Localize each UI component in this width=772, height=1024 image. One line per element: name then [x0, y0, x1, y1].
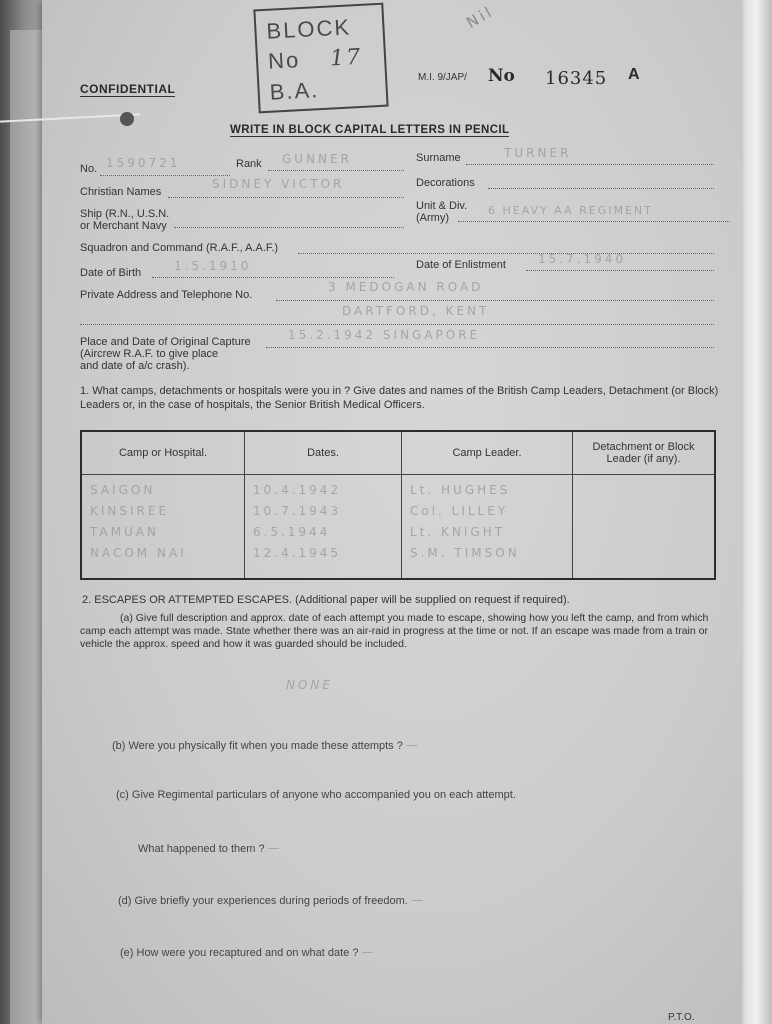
- enlistment-value: 15.7.1940: [538, 252, 627, 266]
- capture-label-line1: Place and Date of Original Capture: [80, 336, 251, 348]
- enlistment-label: Date of Enlistment: [416, 259, 506, 271]
- surname-label: Surname: [416, 152, 461, 164]
- ship-label-line1: Ship (R.N., U.S.N.: [80, 208, 170, 220]
- table-cell: 12.4.1945: [253, 546, 342, 560]
- pto-note: P.T.O.: [668, 1012, 695, 1023]
- table-cell: Col. LILLEY: [410, 504, 509, 518]
- table-cell: KINSIREE: [90, 504, 170, 518]
- confidential-label: CONFIDENTIAL: [80, 82, 176, 96]
- unit-value: 6 HEAVY AA REGIMENT: [488, 204, 653, 217]
- no-label: No.: [80, 163, 98, 175]
- surname-value: TURNER: [504, 146, 572, 160]
- section2-title: 2. ESCAPES OR ATTEMPTED ESCAPES. (Additional paper will be supplied on request if required).: [82, 594, 570, 606]
- dob-label: Date of Birth: [80, 267, 142, 279]
- address-label: Private Address and Telephone No.: [80, 289, 253, 301]
- table-row: [81, 475, 715, 580]
- rank-line: [268, 169, 404, 171]
- rank-value: GUNNER: [282, 152, 352, 166]
- camp-column: [81, 475, 245, 580]
- decorations-label: Decorations: [416, 177, 475, 189]
- table-cell: 10.7.1943: [253, 504, 342, 518]
- decorations-line: [488, 187, 714, 189]
- col-detachment-header: Detachment or Block Leader (if any).: [573, 431, 716, 475]
- address-value-2: DARTFORD, KENT: [342, 304, 490, 318]
- instruction-heading: WRITE IN BLOCK CAPITAL LETTERS IN PENCIL: [230, 124, 510, 136]
- col-dates-header: Dates.: [245, 431, 402, 475]
- form-sheet: [42, 0, 742, 1024]
- table-cell: Lt. HUGHES: [410, 483, 511, 497]
- dates-column: [245, 475, 402, 580]
- col-camp-header: Camp or Hospital.: [81, 431, 245, 475]
- question-2d: (d) Give briefly your experiences during periods of freedom. —: [118, 893, 423, 907]
- no-line: [100, 174, 230, 176]
- address-line-2: [80, 323, 714, 325]
- ship-line: [174, 226, 404, 228]
- address-line-1: [276, 299, 714, 301]
- handwritten-nil-note: Nil: [463, 2, 498, 32]
- christian-names-label: Christian Names: [80, 186, 162, 198]
- number-label: No: [488, 66, 515, 86]
- table-cell: 10.4.1942: [253, 483, 342, 497]
- capture-line: [266, 346, 714, 348]
- capture-label-line3: and date of a/c crash).: [80, 360, 190, 372]
- dob-line: [152, 276, 394, 278]
- question-2e: (e) How were you recaptured and on what date ? —: [120, 945, 374, 959]
- unit-line: [458, 220, 730, 222]
- capture-value: 15.2.1942 SINGAPORE: [288, 328, 481, 342]
- leader-column: [402, 475, 573, 580]
- treasury-tag-knot: [120, 112, 134, 126]
- capture-label-line2: (Aircrew R.A.F. to give place: [80, 348, 219, 360]
- table-cell: 6.5.1944: [253, 525, 331, 539]
- question-2b: (b) Were you physically fit when you made these attempts ? —: [112, 738, 418, 752]
- unit-label-line1: Unit & Div.: [416, 200, 468, 212]
- service-number-value: 1590721: [106, 156, 181, 170]
- enlistment-line: [526, 269, 714, 271]
- surname-line: [466, 163, 714, 165]
- question-2c: (c) Give Regimental particulars of anyone who accompanied you on each attempt.: [116, 789, 516, 801]
- table-cell: S.M. TIMSON: [410, 546, 520, 560]
- table-cell: SAIGON: [90, 483, 156, 497]
- ref-code: M.I. 9/JAP/: [418, 72, 467, 83]
- form-suffix: A: [628, 66, 640, 83]
- col-leader-header: Camp Leader.: [402, 431, 573, 475]
- question-2c-followup: What happened to them ? —: [138, 841, 280, 855]
- table-cell: NACOM NAI: [90, 546, 187, 560]
- form-number: 16345: [545, 68, 608, 89]
- detachment-column: [573, 475, 716, 580]
- answer-2a: NONE: [286, 678, 333, 692]
- squadron-line: [298, 252, 714, 254]
- block-stamp: BLOCK No 17 B.A.: [253, 3, 388, 114]
- rank-label: Rank: [236, 158, 262, 170]
- table-cell: Lt. KNIGHT: [410, 525, 506, 539]
- squadron-label: Squadron and Command (R.A.F., A.A.F.): [80, 242, 279, 254]
- ship-label-line2: or Merchant Navy: [80, 220, 167, 232]
- dob-value: 1.5.1910: [174, 259, 252, 273]
- camps-table: [80, 430, 716, 580]
- table-cell: TAMUAN: [90, 525, 159, 539]
- address-value-1: 3 MEDOGAN ROAD: [328, 280, 484, 294]
- unit-label-line2: (Army): [416, 212, 449, 224]
- christian-names-value: SIDNEY VICTOR: [212, 177, 345, 191]
- section1-question: 1. What camps, detachments or hospitals were you in ? Give dates and names of the British Camp Leaders, Detachment (or Block) Leaders or, in the case of hospitals, the Senior British Medical Officers.: [80, 385, 719, 411]
- question-2a: (a) Give full description and approx. date of each attempt you made to escape, showing how you left the camp, and from which camp each attempt was made. State whether there was an air-raid in progress at the time or not. If an escape was made from a train or vehicle the approx. speed and how it was guarded should be included.: [80, 612, 709, 650]
- christian-names-line: [168, 196, 404, 198]
